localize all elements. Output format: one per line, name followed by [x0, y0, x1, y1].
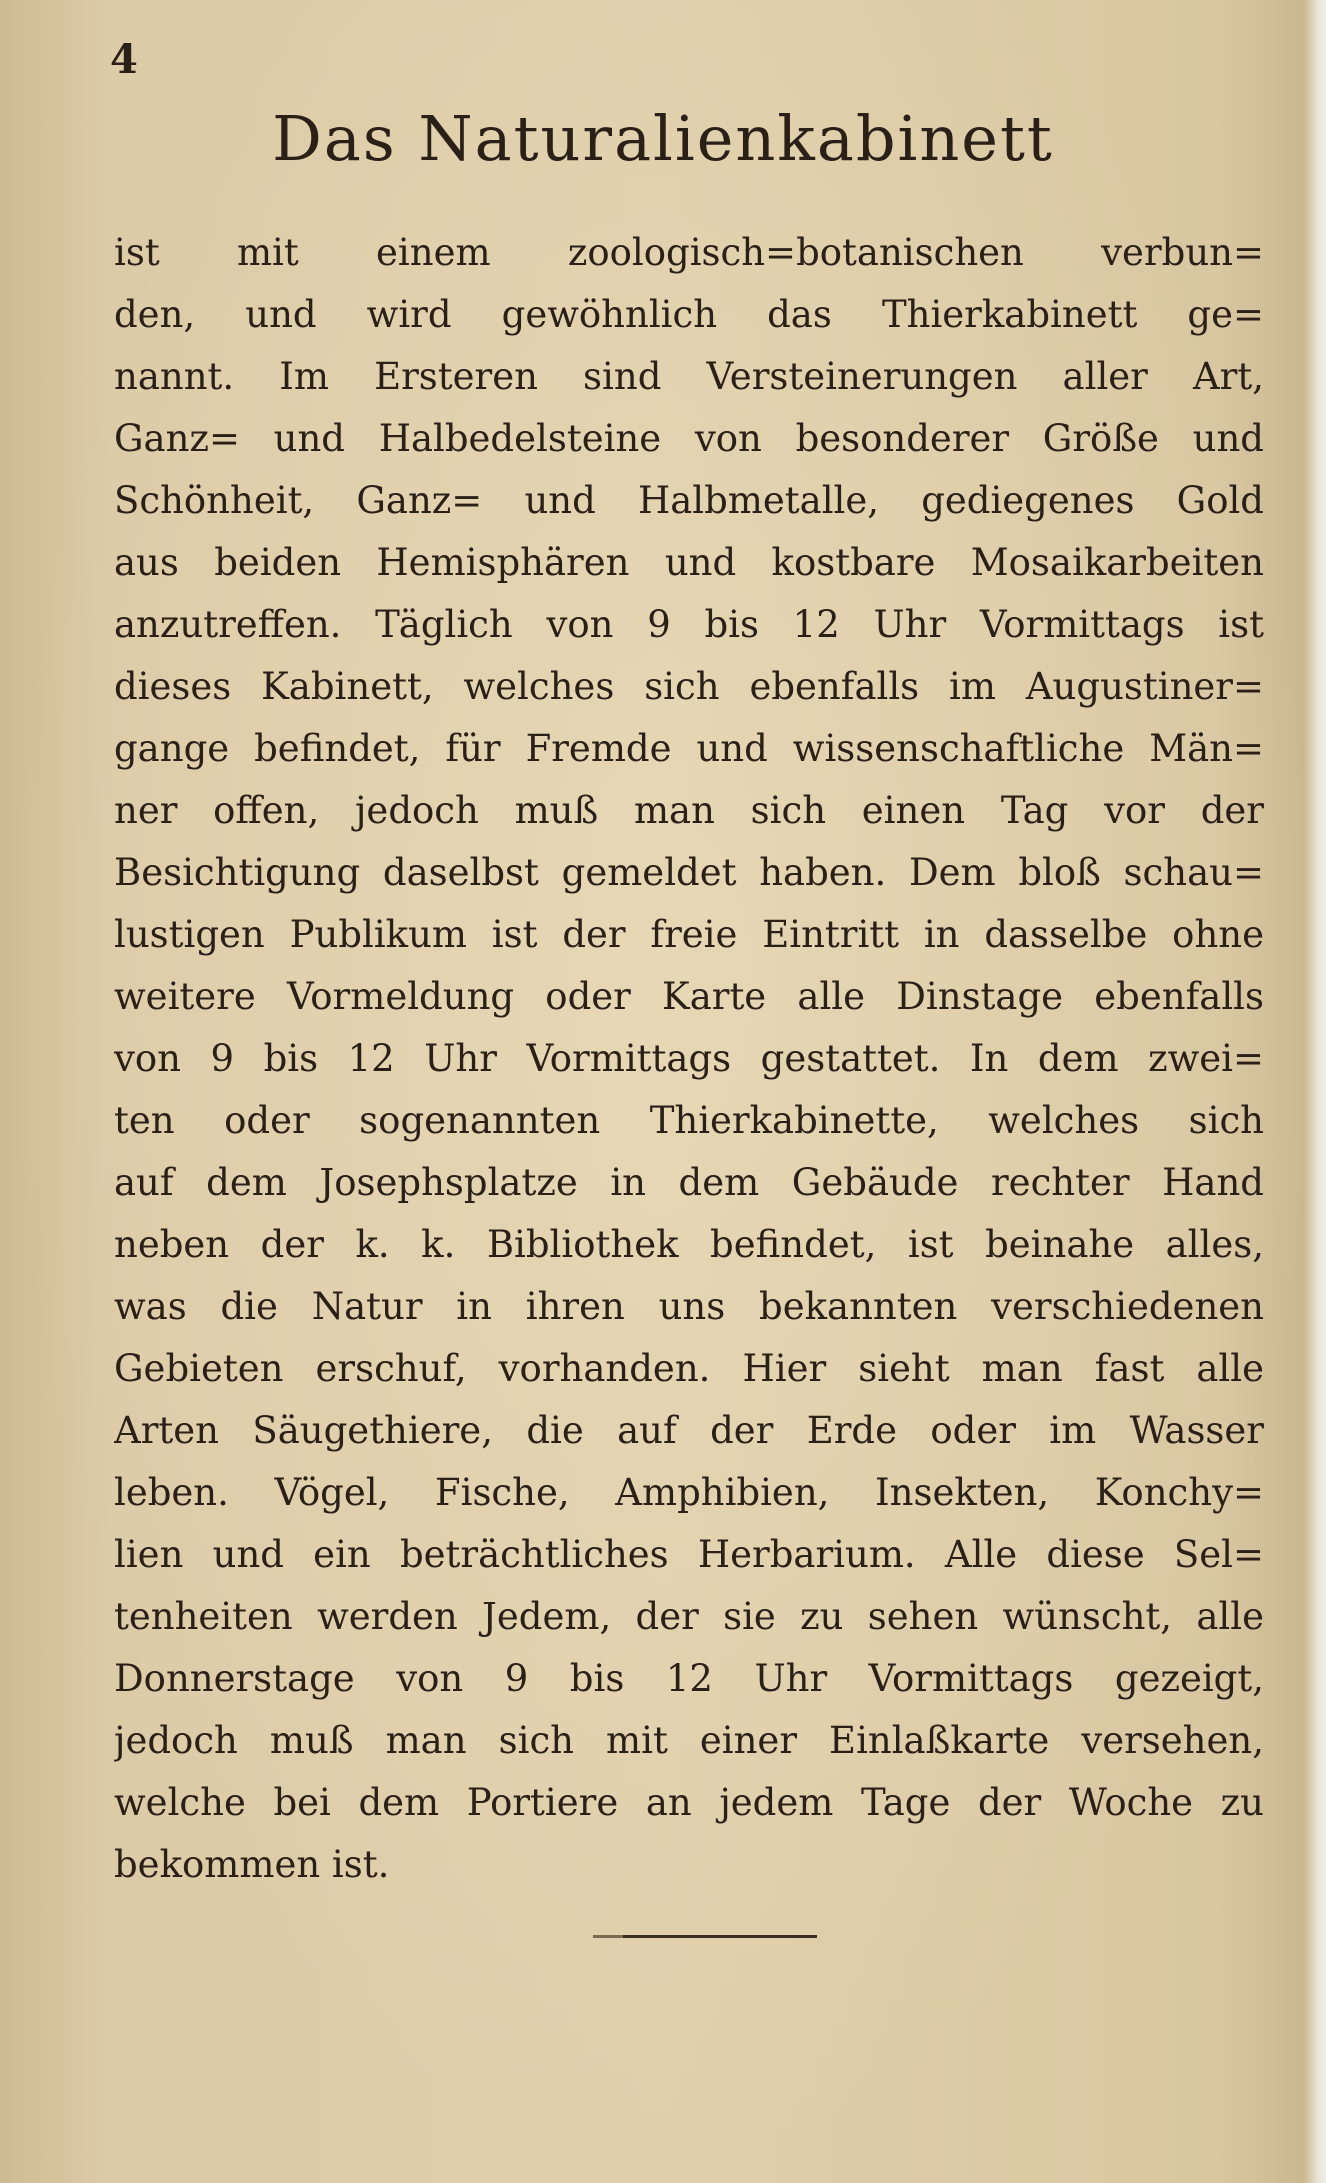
text-line: Gebieten erschuf, vorhanden. Hier sieht man fast alle — [114, 1347, 1264, 1390]
page-edge — [1304, 0, 1326, 2183]
text-line: lustigen Publikum ist der freie Eintritt in dasselbe ohne — [114, 913, 1264, 956]
text-line: den, und wird gewöhnlich das Thierkabinett ge= — [114, 293, 1264, 336]
end-divider-rule — [593, 1935, 817, 1938]
text-line: lien und ein beträchtliches Herbarium. Alle diese Sel= — [114, 1533, 1264, 1576]
text-line: gange befindet, für Fremde und wissenschaftliche Män= — [114, 727, 1264, 770]
text-line: welche bei dem Portiere an jedem Tage der Woche zu — [114, 1781, 1264, 1824]
text-line: jedoch muß man sich mit einer Einlaßkarte versehen, — [114, 1719, 1264, 1762]
text-line: neben der k. k. Bibliothek befindet, ist beinahe alles, — [114, 1223, 1264, 1266]
text-line: was die Natur in ihren uns bekannten verschiedenen — [114, 1285, 1264, 1328]
text-line: Schönheit, Ganz= und Halbmetalle, gediegenes Gold — [114, 479, 1264, 522]
text-line: nannt. Im Ersteren sind Versteinerungen aller Art, — [114, 355, 1264, 398]
body-text — [114, 222, 1264, 1896]
text-line: dieses Kabinett, welches sich ebenfalls im Augustiner= — [114, 665, 1264, 708]
text-line: weitere Vormeldung oder Karte alle Dinstage ebenfalls — [114, 975, 1264, 1018]
text-line: tenheiten werden Jedem, der sie zu sehen wünscht, alle — [114, 1595, 1264, 1638]
text-line: Donnerstage von 9 bis 12 Uhr Vormittags gezeigt, — [114, 1657, 1264, 1700]
text-line: ten oder sogenannten Thierkabinette, welches sich — [114, 1099, 1264, 1142]
text-line: Arten Säugethiere, die auf der Erde oder im Wasser — [114, 1409, 1264, 1452]
text-line: ist mit einem zoologisch=botanischen verbun= — [114, 231, 1264, 274]
text-line: leben. Vögel, Fische, Amphibien, Insekten, Konchy= — [114, 1471, 1264, 1514]
text-line: Ganz= und Halbedelsteine von besonderer Größe und — [114, 417, 1264, 460]
text-line: ner offen, jedoch muß man sich einen Tag vor der — [114, 789, 1264, 832]
text-line: auf dem Josephsplatze in dem Gebäude rechter Hand — [114, 1161, 1264, 1204]
text-line: aus beiden Hemisphären und kostbare Mosaikarbeiten — [114, 541, 1264, 584]
text-line: anzutreffen. Täglich von 9 bis 12 Uhr Vormittags ist — [114, 603, 1264, 646]
page-number: 4 — [110, 36, 138, 83]
text-line: bekommen ist. — [114, 1843, 390, 1886]
text-line: Besichtigung daselbst gemeldet haben. Dem bloß schau= — [114, 851, 1264, 894]
text-line: von 9 bis 12 Uhr Vormittags gestattet. In dem zwei= — [114, 1037, 1264, 1080]
section-heading: Das Naturalienkabinett — [272, 102, 1054, 175]
